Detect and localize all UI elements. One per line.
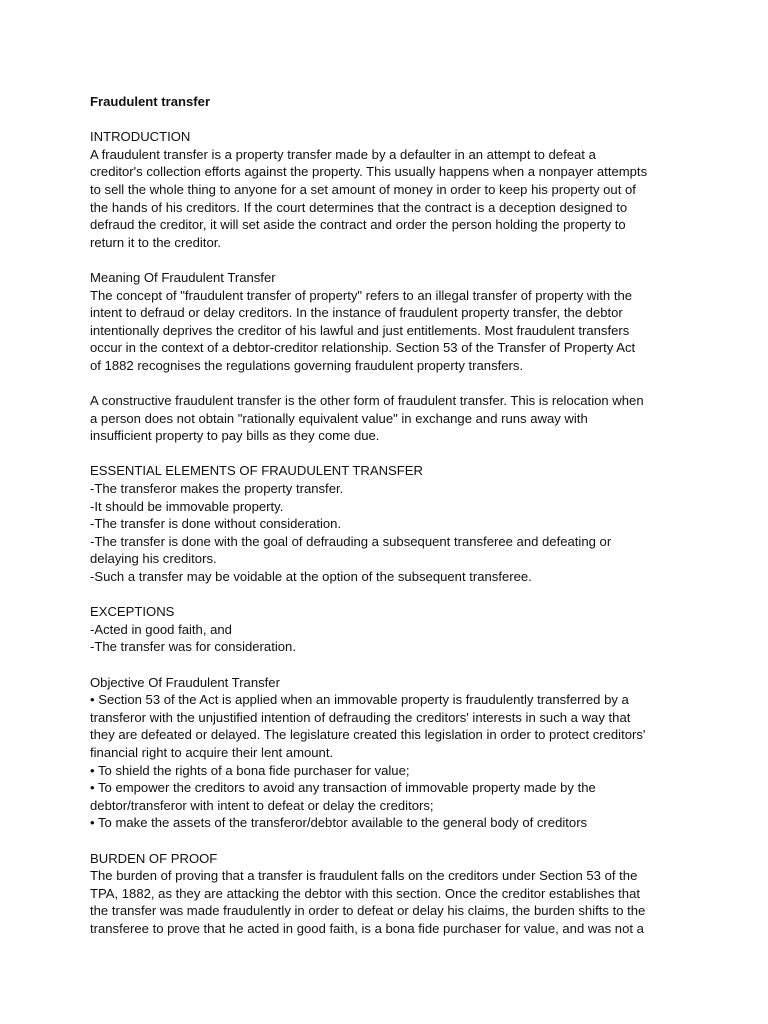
text-line: of 1882 recognises the regulations governing fraudulent property transfers.: [90, 357, 524, 373]
text-line: a person does not obtain "rationally equivalent value" in exchange and runs away with: [90, 410, 588, 426]
text-line: -Acted in good faith, and: [90, 621, 232, 637]
text-line: the transfer was made fraudulently in order to defeat or delay his claims, the burden shifts to the: [90, 903, 646, 919]
meaning-section: [90, 269, 690, 375]
text-line-first: Meaning Of Fraudulent Transfer: [90, 269, 276, 285]
document-body: [90, 128, 690, 937]
text-line-first: Objective Of Fraudulent Transfer: [90, 674, 280, 690]
text-line: transferee to prove that he acted in good faith, is a bona fide purchaser for value, and was not a: [90, 920, 644, 936]
document-page: [90, 93, 690, 955]
exceptions-section: [90, 603, 690, 656]
text-line: return it to the creditor.: [90, 234, 222, 250]
text-line-first: BURDEN OF PROOF: [90, 850, 218, 866]
text-line: • To make the assets of the transferor/debtor available to the general body of creditors: [90, 815, 588, 831]
text-line-first: INTRODUCTION: [90, 129, 191, 145]
text-line: The burden of proving that a transfer is fraudulent falls on the creditors under Section 53 of the: [90, 868, 638, 884]
text-line: occur in the context of a debtor-creditor relationship. Section 53 of the Transfer of Property Act: [90, 340, 636, 356]
text-line: The concept of "fraudulent transfer of property" refers to an illegal transfer of property with the: [90, 287, 633, 303]
text-line: intent to defraud or delay creditors. In the instance of fraudulent property transfer, the debtor: [90, 305, 623, 321]
text-line: A fraudulent transfer is a property transfer made by a defaulter in an attempt to defeat a: [90, 146, 596, 162]
text-line: -The transfer is done with the goal of defrauding a subsequent transferee and defeating or: [90, 533, 612, 549]
text-line: intentionally deprives the creditor of his lawful and just entitlements. Most fraudulent transfers: [90, 322, 630, 338]
document-title: Fraudulent transfer: [90, 94, 211, 109]
text-line: delaying his creditors.: [90, 551, 217, 567]
text-line: • To empower the creditors to avoid any transaction of immovable property made by the: [90, 780, 596, 796]
text-line: to sell the whole thing to anyone for a set amount of money in order to keep his property out of: [90, 181, 636, 197]
text-line: transferor with the unjustified intention of defrauding the creditors' interests in such a way that: [90, 709, 631, 725]
text-line: • To shield the rights of a bona fide purchaser for value;: [90, 762, 410, 778]
objective-section: [90, 674, 690, 832]
constructive-transfer-paragraph: [90, 392, 690, 445]
text-line: they are defeated or delayed. The legislature created this legislation in order to protect creditors': [90, 727, 646, 743]
text-line-first: ESSENTIAL ELEMENTS OF FRAUDULENT TRANSFER: [90, 463, 423, 479]
text-line: the hands of his creditors. If the court determines that the contract is a deception designed to: [90, 199, 628, 215]
text-line: creditor's collection efforts against the property. This usually happens when a nonpayer attempts: [90, 164, 648, 180]
text-line: insufficient property to pay bills as they come due.: [90, 428, 380, 444]
text-line: -It should be immovable property.: [90, 498, 284, 514]
text-line: TPA, 1882, as they are attacking the debtor with this section. Once the creditor establishes that: [90, 885, 640, 901]
text-line: -Such a transfer may be voidable at the option of the subsequent transferee.: [90, 569, 532, 585]
text-line: debtor/transferor with intent to defeat or delay the creditors;: [90, 797, 434, 813]
essential-elements-section: [90, 462, 690, 585]
text-line-first: EXCEPTIONS: [90, 604, 175, 620]
text-line: -The transferor makes the property transfer.: [90, 481, 344, 497]
introduction-section: [90, 128, 690, 251]
text-line-first: A constructive fraudulent transfer is the other form of fraudulent transfer. This is relocation when: [90, 393, 644, 409]
burden-of-proof-section: [90, 850, 690, 938]
text-line: defraud the creditor, it will set aside the contract and order the person holding the property to: [90, 217, 626, 233]
text-line: -The transfer was for consideration.: [90, 639, 296, 655]
text-line: financial right to acquire their lent amount.: [90, 744, 334, 760]
text-line: • Section 53 of the Act is applied when an immovable property is fraudulently transferred by a: [90, 692, 629, 708]
text-line: -The transfer is done without consideration.: [90, 516, 342, 532]
